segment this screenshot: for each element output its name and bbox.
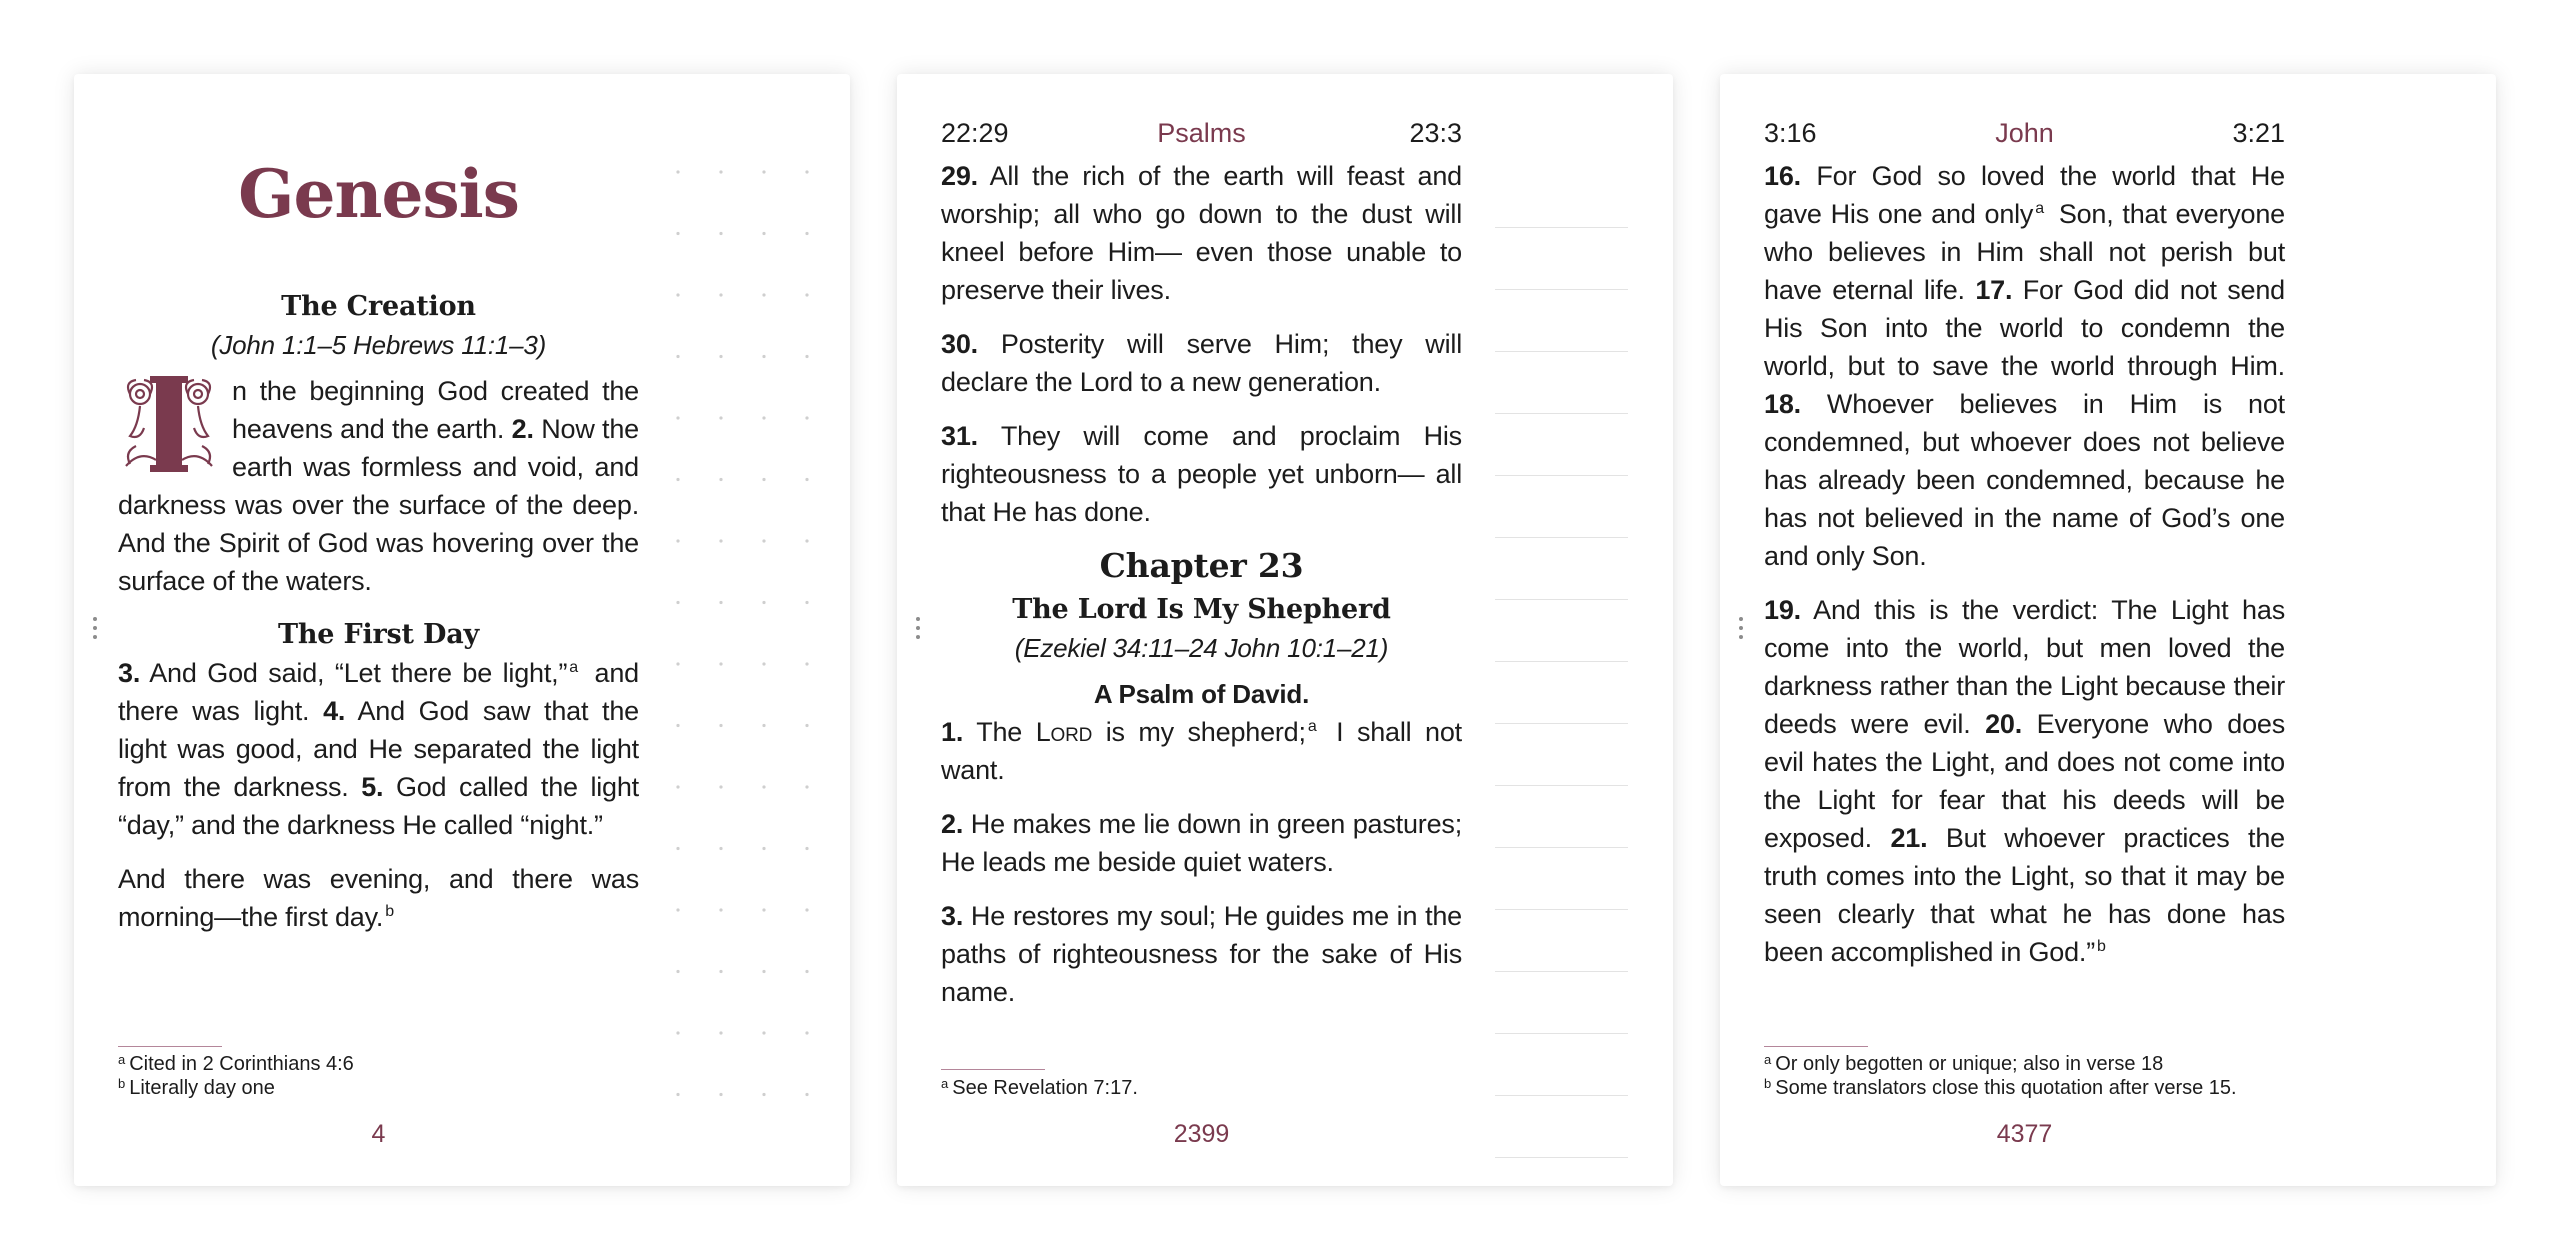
footnote-text: See Revelation 7:17. [952,1077,1138,1099]
paragraph [1764,157,2285,575]
verse-3-text: And God said, “Let there be light,” [149,658,568,688]
verse-number: 4. [323,696,346,726]
footnote-text: Some translators close this quotation after verse 15. [1775,1077,2237,1099]
cross-reference: (Ezekiel 34:11–24 John 10:1–21) [1014,633,1389,663]
verse-16-text: For God so loved the world that He gave His one and only [1764,161,2285,229]
footnotes [941,1076,1541,1100]
footnote-divider [1764,1046,1868,1047]
page-psalms [897,74,1673,1186]
verse-number: 3. [118,658,141,688]
header-end-ref: 3:21 [2232,118,2285,148]
drag-handle-icon[interactable] [1738,617,1744,647]
footnote-text: Cited in 2 Corinthians 4:6 [129,1053,354,1075]
verse-30-text: Posterity will serve Him; they will declare the Lord to a new generation. [941,329,1462,397]
running-header [1764,113,2285,153]
verse-1-pre: The [976,717,1023,747]
page-number: 2399 [1173,1120,1230,1148]
verse-number: 2. [511,414,534,444]
footnote-mark: a [941,1076,949,1091]
verse-4-text: And God saw that the light was good, and He separated the light from the darkness. [118,696,639,802]
text-column [941,157,1462,1027]
footnote [118,1052,718,1076]
verse-5-text: God called the light “day,” and the darkness He called “night.” [118,772,639,840]
footnote-marker[interactable]: a [2035,200,2044,217]
lord-smallcaps: Lord [1035,717,1093,747]
verse-2-text: He makes me lie down in green pastures; He leads me beside quiet waters. [941,809,1462,877]
paragraph [118,860,639,936]
footnote [941,1076,1541,1100]
paragraph [118,654,639,844]
footnote-marker[interactable]: a [569,659,578,676]
page-number: 4 [371,1120,386,1148]
verse-number: 31. [941,421,978,451]
verse-number: 21. [1890,823,1928,853]
verse-number: 17. [1975,275,2013,305]
verse-31-text: They will come and proclaim His righteousness to a people yet unborn— all that He has done. [941,421,1462,527]
header-start-ref: 22:29 [941,118,1009,148]
footnote [1764,1076,2364,1100]
verse-16-text-cont: Son, that everyone who believes in Him shall not perish but have eternal life. [1764,199,2285,305]
page-john [1720,74,2496,1186]
footnote-divider [118,1046,222,1047]
header-book-name: John [1995,118,2054,148]
verse-1-text-cont: I shall not want. [941,717,1462,785]
psalm-superscription: A Psalm of David. [1093,679,1310,709]
verse-number: 3. [941,901,964,931]
running-header [941,113,1462,153]
verse-1-text: n the beginning God created the heavens and the earth. [232,376,639,444]
verse-21-text: But whoever practices the truth comes into the Light, so that it may be seen clearly that what he has done has been accomplished in God.” [1764,823,2285,967]
footnotes [118,1052,718,1100]
drag-handle-icon[interactable] [92,617,98,647]
header-end-ref: 23:3 [1409,118,1462,148]
page-number: 4377 [1996,1120,2053,1148]
verse-number: 5. [361,772,384,802]
paragraph [941,325,1462,401]
section-heading: The First Day [277,619,480,650]
header-start-ref: 3:16 [1764,118,1817,148]
section-heading: The Lord Is My Shepherd [1012,594,1391,625]
footnote-mark: b [118,1076,126,1091]
verse-2-text: Now the earth was formless and void, and darkness was over the surface of the deep. And the Spirit of God was hovering over the surface of the waters. [118,414,639,596]
notes-lines [1495,166,1628,1166]
footnote-text: Literally day one [129,1077,275,1099]
footnote-marker[interactable]: b [2097,938,2106,955]
footnote-mark: a [118,1052,126,1067]
footnotes [1764,1052,2364,1100]
footnote-text: Or only begotten or unique; also in verse 18 [1775,1053,2164,1075]
text-column [118,288,639,952]
verse-number: 19. [1764,595,1801,625]
paragraph [1764,591,2285,971]
footnote [1764,1052,2364,1076]
verse-1-text: is my shepherd; [1105,717,1306,747]
verse-3-text-cont: and there was light. [118,658,639,726]
verse-3-text: He restores my soul; He guides me in the paths of righteousness for the sake of His name. [941,901,1462,1007]
verse-number: 29. [941,161,978,191]
verse-number: 1. [941,717,964,747]
footnote-marker[interactable]: b [385,903,394,920]
verse-number: 30. [941,329,978,359]
header-book-name: Psalms [1157,118,1246,148]
text-column [1764,157,2285,987]
paragraph [941,417,1462,531]
footnote-mark: a [1764,1052,1772,1067]
notes-dot-grid [672,162,822,1102]
paragraph [941,713,1462,789]
paragraph [118,372,639,600]
verse-number: 2. [941,809,964,839]
verse-20-text: Everyone who does evil hates the Light, and does not come into the Light for fear that his deeds will be exposed. [1764,709,2285,853]
chapter-heading: Chapter 23 [1099,546,1304,585]
drop-cap-ornament-icon [118,374,220,474]
verse-number: 20. [1985,709,2023,739]
footnote-mark: b [1764,1076,1772,1091]
footnote-divider [941,1069,1045,1070]
paragraph [941,897,1462,1011]
section-heading: The Creation [281,291,476,322]
verse-number: 16. [1764,161,1801,191]
verse-29-text: All the rich of the earth will feast and worship; all who go down to the dust will kneel before Him— even those unable to preserve their lives. [941,161,1463,305]
verse-17-text: For God did not send His Son into the world to condemn the world, but to save the world through Him. [1764,275,2285,381]
page-genesis [74,74,850,1186]
drag-handle-icon[interactable] [915,617,921,647]
footnote-marker[interactable]: a [1307,718,1317,735]
book-title: Genesis [238,155,519,233]
verse-18-text: Whoever believes in Him is not condemned, but whoever does not believe has already been condemned, because he has not believed in the name of God’s one and only Son. [1764,389,2285,571]
paragraph [941,805,1462,881]
paragraph [941,157,1462,309]
footnote [118,1076,718,1100]
cross-reference: (John 1:1–5 Hebrews 11:1–3) [210,330,547,360]
verse-19-text: And this is the verdict: The Light has come into the world, but men loved the darkness rather than the Light because their deeds were evil. [1764,595,2285,739]
verse-number: 18. [1764,389,1801,419]
verse-text: And there was evening, and there was morning—the first day. [118,864,639,932]
